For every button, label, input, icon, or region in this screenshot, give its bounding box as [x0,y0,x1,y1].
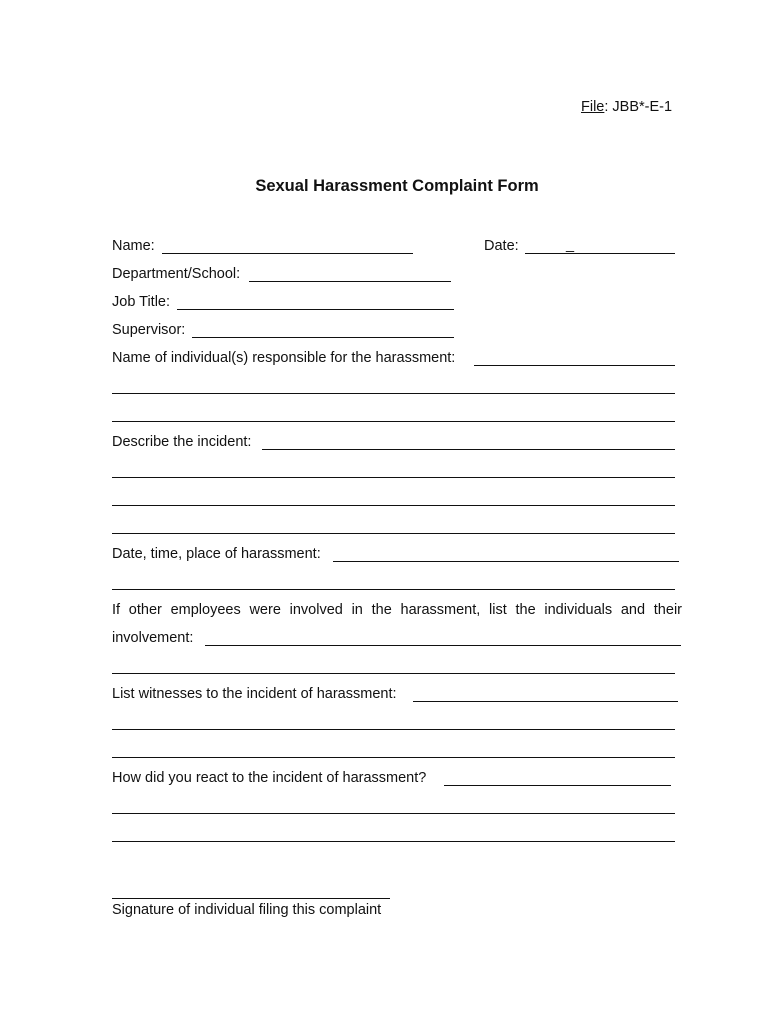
signature-field[interactable] [112,898,390,899]
page-title: Sexual Harassment Complaint Form [255,177,539,195]
responsible-extra-line[interactable] [112,393,675,394]
reaction-extra-line[interactable] [112,841,675,842]
date-fill-mark: _ [566,237,575,253]
responsible-field[interactable] [474,365,675,366]
department-field[interactable] [249,281,451,282]
involvement-extra-line[interactable] [112,673,675,674]
involvement-fill-mark: _ [622,631,631,647]
describe-extra-line[interactable] [112,533,675,534]
reaction-label: How did you react to the incident of harassment? [112,770,427,786]
name-label: Name: [112,238,155,254]
reaction-extra-line[interactable] [112,813,675,814]
witnesses-label: List witnesses to the incident of harassment: [112,686,397,702]
file-reference [581,98,672,116]
involvement-field[interactable] [205,645,681,646]
file-label: File [581,99,605,115]
other-employees-label: If other employees were involved in the harassment, list the individuals and their [112,602,682,618]
involvement-label: involvement: [112,630,194,646]
date-field[interactable] [525,253,675,254]
date-label: Date: [484,238,519,254]
responsible-fill-mark: __ [583,351,600,367]
department-label: Department/School: [112,266,241,282]
signature-label: Signature of individual filing this complaint [112,902,382,918]
file-value: : JBB*-E-1 [604,99,673,115]
reaction-field[interactable] [444,785,671,786]
date-time-place-label: Date, time, place of harassment: [112,546,321,562]
name-field[interactable] [162,253,413,254]
responsible-extra-line[interactable] [112,421,675,422]
witnesses-field[interactable] [413,701,678,702]
job-title-field[interactable] [177,309,454,310]
describe-extra-line[interactable] [112,477,675,478]
describe-extra-line[interactable] [112,505,675,506]
date-time-place-extra-line[interactable] [112,589,675,590]
date-time-place-field[interactable] [333,561,679,562]
witnesses-fill-mark: _ [612,687,621,703]
witnesses-extra-line[interactable] [112,729,675,730]
job-title-label: Job Title: [112,294,171,310]
responsible-label: Name of individual(s) responsible for the harassment: [112,350,456,366]
describe-label: Describe the incident: [112,434,252,450]
witnesses-extra-line[interactable] [112,757,675,758]
supervisor-field[interactable] [192,337,454,338]
describe-field[interactable] [262,449,675,450]
supervisor-label: Supervisor: [112,322,186,338]
